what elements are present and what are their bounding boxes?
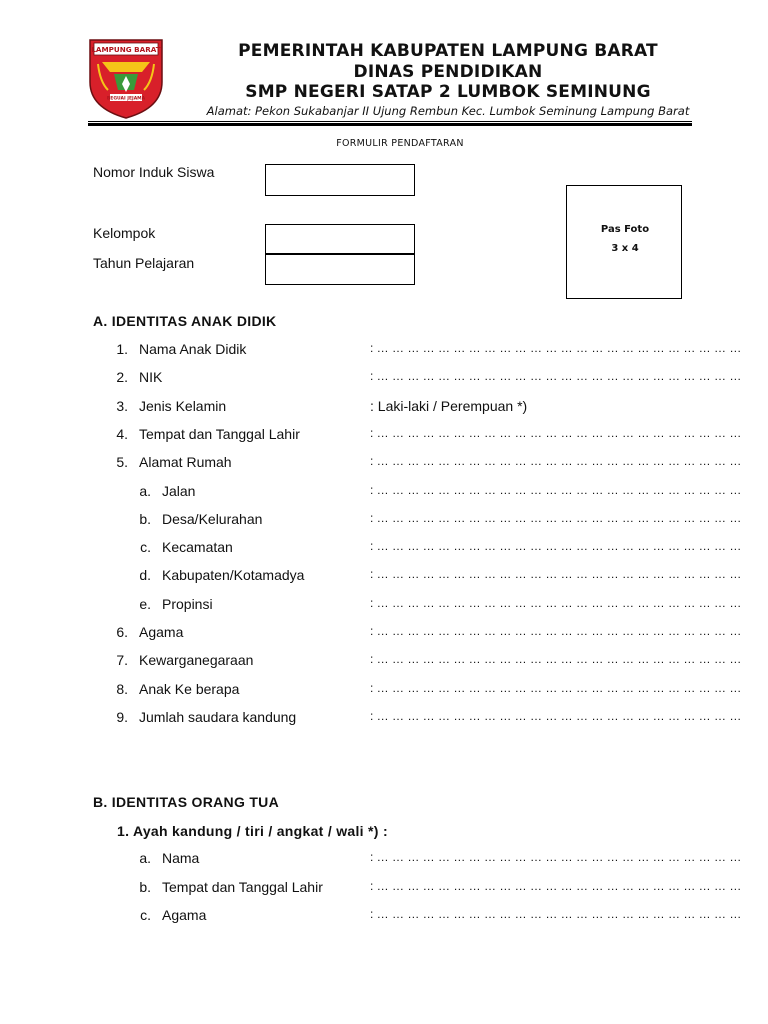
row-number: 1. bbox=[116, 341, 128, 357]
form-row bbox=[0, 539, 768, 557]
header-address: Alamat: Pekon Sukabanjar II Ujung Rembun Kec. Lumbok Seminung Lampung Barat bbox=[206, 104, 690, 118]
row-label: Agama bbox=[139, 624, 184, 640]
tahun-pelajaran-box[interactable] bbox=[265, 254, 415, 285]
row-number: a. bbox=[139, 850, 151, 866]
logo-motto: BEGUAI JEJAMA bbox=[106, 96, 146, 102]
section-a-title: A. IDENTITAS ANAK DIDIK bbox=[93, 313, 277, 329]
form-row bbox=[0, 652, 768, 670]
form-title: FORMULIR PENDAFTARAN bbox=[336, 138, 464, 149]
row-label: Kecamatan bbox=[162, 539, 233, 556]
form-row bbox=[0, 879, 768, 897]
row-fill-line[interactable]: : … … … … … … … … … … … … … … … … … … … … … … … … bbox=[370, 878, 742, 893]
row-label: Anak Ke berapa bbox=[139, 680, 240, 697]
form-row bbox=[0, 483, 768, 501]
row-label: Jenis Kelamin bbox=[139, 397, 227, 414]
logo-label: LAMPUNG BARAT bbox=[91, 45, 161, 54]
row-fill-line[interactable]: : … … … … … … … … … … … … … … … … … … … … … … … … bbox=[370, 482, 742, 497]
row-fill-line[interactable]: : … … … … … … … … … … … … … … … … … … … … … … … … bbox=[370, 454, 742, 469]
row-number: c. bbox=[140, 907, 151, 923]
form-row bbox=[0, 681, 768, 699]
row-number: 6. bbox=[116, 624, 128, 640]
form-row bbox=[0, 341, 768, 359]
header-rule-thick bbox=[88, 123, 692, 126]
row-number: 5. bbox=[116, 454, 128, 471]
form-row bbox=[0, 596, 768, 614]
row-value: : Laki-laki / Perempuan *) bbox=[370, 397, 528, 414]
lampung-barat-logo bbox=[88, 38, 164, 120]
row-fill-line[interactable]: : … … … … … … … … … … … … … … … … … … … … … … … … bbox=[370, 708, 742, 723]
row-label: Tempat dan Tanggal Lahir bbox=[139, 425, 300, 442]
row-number: b. bbox=[139, 878, 151, 895]
row-number: 4. bbox=[116, 425, 128, 442]
row-number: 2. bbox=[116, 369, 128, 386]
photo-box bbox=[566, 185, 682, 299]
row-label: Kabupaten/Kotamadya bbox=[162, 567, 305, 584]
form-row bbox=[0, 454, 768, 472]
row-label: Jumlah saudara kandung bbox=[139, 708, 297, 725]
header-government: PEMERINTAH KABUPATEN LAMPUNG BARAT bbox=[238, 41, 658, 61]
row-fill-line[interactable]: : … … … … … … … … … … … … … … … … … … … … … … … … bbox=[370, 850, 742, 864]
row-number: 9. bbox=[116, 708, 128, 725]
row-number: a. bbox=[139, 482, 151, 499]
form-row bbox=[0, 369, 768, 387]
row-fill-line[interactable]: : … … … … … … … … … … … … … … … … … … … … … … … … bbox=[370, 624, 742, 638]
tahun-pelajaran-label: Tahun Pelajaran bbox=[93, 255, 195, 271]
row-number: b. bbox=[139, 510, 151, 527]
row-fill-line[interactable]: : … … … … … … … … … … … … … … … … … … … … … … … … bbox=[370, 595, 742, 610]
row-label: Desa/Kelurahan bbox=[162, 510, 263, 527]
row-label: Nama Anak Didik bbox=[139, 341, 247, 357]
row-label: Kewarganegaraan bbox=[139, 652, 254, 669]
row-fill-line[interactable]: : … … … … … … … … … … … … … … … … … … … … … … … … bbox=[370, 907, 742, 921]
row-number: e. bbox=[139, 595, 151, 612]
header-department: DINAS PENDIDIKAN bbox=[353, 62, 543, 82]
form-row bbox=[0, 511, 768, 529]
kelompok-box[interactable] bbox=[265, 224, 415, 254]
header-rule-thin bbox=[88, 121, 692, 122]
row-label: Agama bbox=[162, 907, 207, 923]
row-label: Alamat Rumah bbox=[139, 454, 232, 471]
photo-label: Pas Foto bbox=[600, 224, 650, 235]
row-label: NIK bbox=[139, 369, 163, 386]
form-row bbox=[0, 709, 768, 727]
section-b-father-heading: 1. Ayah kandung / tiri / angkat / wali *) : bbox=[117, 823, 388, 839]
row-number: c. bbox=[140, 539, 151, 556]
form-row bbox=[0, 907, 768, 925]
row-number: 7. bbox=[116, 652, 128, 669]
row-fill-line[interactable]: : … … … … … … … … … … … … … … … … … … … … … … … … bbox=[370, 425, 742, 440]
row-fill-line[interactable]: : … … … … … … … … … … … … … … … … … … … … … … … … bbox=[370, 539, 742, 554]
row-label: Propinsi bbox=[162, 595, 213, 612]
row-label: Nama bbox=[162, 850, 200, 866]
row-fill-line[interactable]: : … … … … … … … … … … … … … … … … … … … … … … … … bbox=[370, 341, 742, 355]
row-fill-line[interactable]: : … … … … … … … … … … … … … … … … … … … … … … … … bbox=[370, 369, 742, 384]
nis-label: Nomor Induk Siswa bbox=[93, 164, 215, 180]
row-number: 3. bbox=[116, 397, 128, 414]
form-row bbox=[0, 398, 768, 416]
header-school: SMP NEGERI SATAP 2 LUMBOK SEMINUNG bbox=[245, 82, 651, 102]
row-number: d. bbox=[139, 567, 151, 584]
form-row bbox=[0, 624, 768, 642]
section-b-title: B. IDENTITAS ORANG TUA bbox=[93, 794, 280, 810]
row-fill-line[interactable]: : … … … … … … … … … … … … … … … … … … … … … … … … bbox=[370, 567, 742, 582]
row-label: Jalan bbox=[162, 482, 196, 499]
kelompok-label: Kelompok bbox=[93, 225, 156, 241]
row-number: 8. bbox=[116, 680, 128, 697]
form-row bbox=[0, 850, 768, 868]
row-fill-line[interactable]: : … … … … … … … … … … … … … … … … … … … … … … … … bbox=[370, 652, 742, 667]
form-row bbox=[0, 567, 768, 585]
nis-box[interactable] bbox=[265, 164, 415, 196]
row-fill-line[interactable]: : … … … … … … … … … … … … … … … … … … … … … … … … bbox=[370, 510, 742, 525]
form-row bbox=[0, 426, 768, 444]
row-fill-line[interactable]: : … … … … … … … … … … … … … … … … … … … … … … … … bbox=[370, 680, 742, 695]
photo-size: 3 x 4 bbox=[611, 243, 639, 254]
row-label: Tempat dan Tanggal Lahir bbox=[162, 878, 323, 895]
